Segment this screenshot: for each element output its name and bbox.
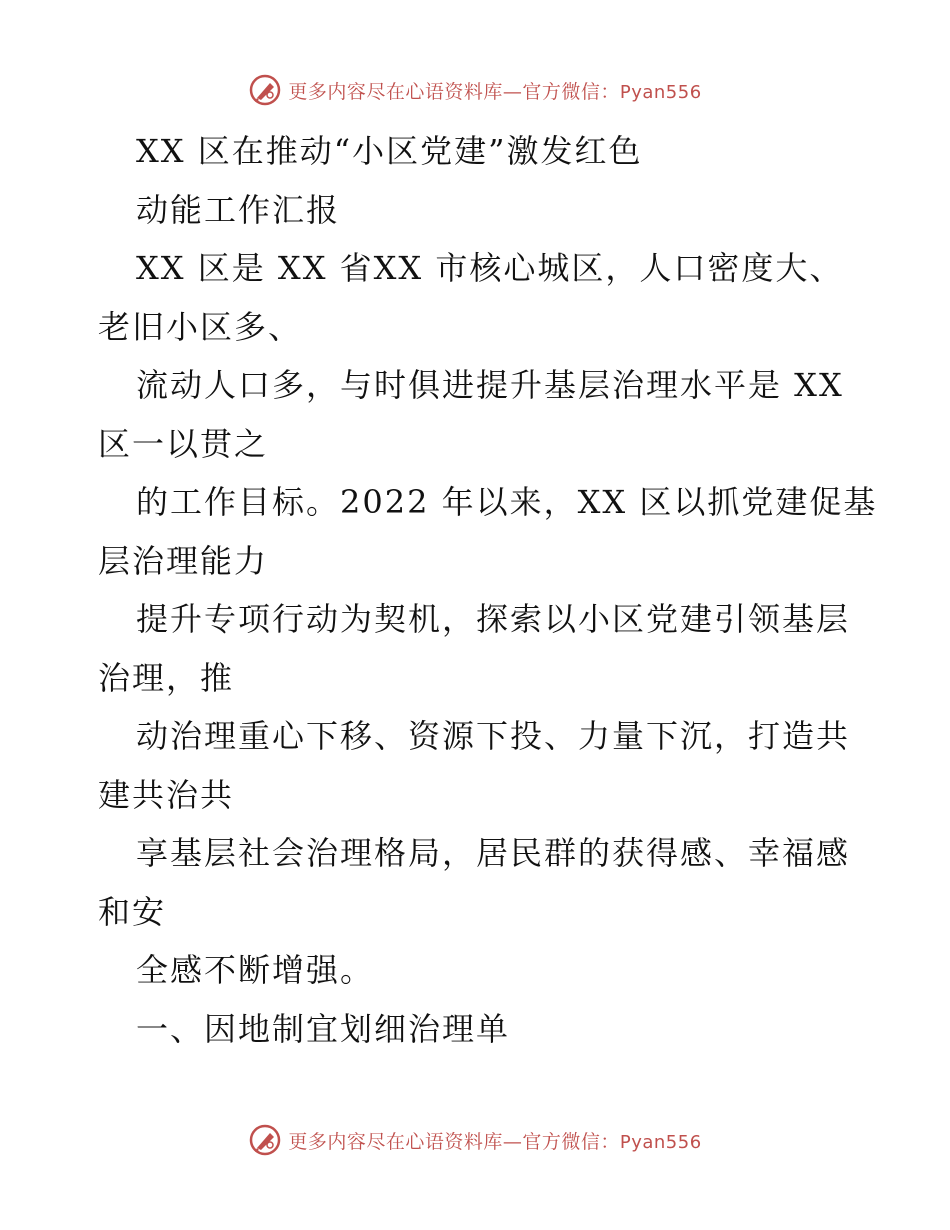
text-line: 区一以贯之 — [98, 424, 269, 463]
text-line: 一、因地制宜划细治理单 — [136, 1009, 511, 1048]
text-line: 享基层社会治理格局，居民群的获得感、幸福感 — [136, 834, 851, 872]
watermark-text — [288, 77, 701, 104]
text-line: 建共治共 — [98, 775, 235, 814]
text-line: XX 区是 XX 省XX 市核心城区，人口密度大、 — [136, 249, 844, 287]
pen-logo-icon — [248, 73, 282, 107]
watermark-text — [288, 1127, 701, 1154]
watermark-group — [248, 1123, 701, 1157]
text-line: 和安 — [98, 892, 167, 931]
watermark-label: 更多内容尽在心语资料库—官方微信： — [288, 80, 620, 103]
text-line: 动治理重心下移、资源下投、力量下沉，打造共 — [136, 717, 851, 755]
text-line: 全感不断增强。 — [136, 951, 375, 989]
text-line: 治理，推 — [98, 658, 235, 697]
header-watermark — [0, 70, 950, 110]
watermark-wechat-id: Pyan556 — [619, 81, 702, 103]
text-line: 动能工作汇报 — [136, 190, 341, 229]
text-line: 层治理能力 — [98, 541, 269, 580]
watermark-group — [248, 73, 701, 107]
footer-watermark — [0, 1120, 950, 1160]
pen-logo-icon — [248, 1123, 282, 1157]
document-body — [98, 122, 878, 1058]
text-line: 的工作目标。2022 年以来，XX 区以抓党建促基 — [136, 483, 878, 521]
text-line: 老旧小区多、 — [98, 307, 303, 346]
watermark-wechat-id: Pyan556 — [619, 1131, 702, 1153]
watermark-label: 更多内容尽在心语资料库—官方微信： — [288, 1130, 620, 1153]
text-line: XX 区在推动“小区党建”激发红色 — [136, 132, 643, 170]
text-line: 流动人口多，与时俱进提升基层治理水平是 XX — [136, 366, 844, 404]
text-line: 提升专项行动为契机，探索以小区党建引领基层 — [136, 600, 851, 638]
